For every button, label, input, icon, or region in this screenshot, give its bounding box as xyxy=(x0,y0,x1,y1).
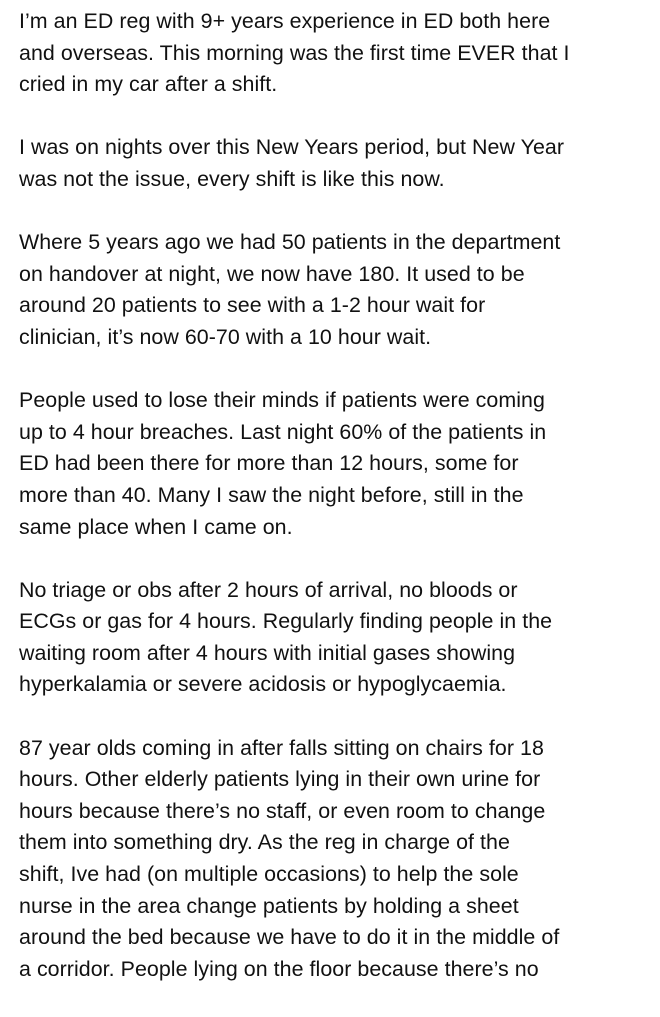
paragraph-6 xyxy=(19,733,655,986)
text-line: I was on nights over this New Years period, but New Year xyxy=(19,135,565,160)
text-line: them into something dry. As the reg in charge of the xyxy=(19,830,510,855)
text-line: No triage or obs after 2 hours of arrival, no bloods or xyxy=(19,577,518,602)
text-line: around the bed because we have to do it in the middle of xyxy=(19,925,560,950)
text-line: ECGs or gas for 4 hours. Regularly finding people in the xyxy=(19,609,553,634)
text-line: ED had been there for more than 12 hours, some for xyxy=(19,451,519,476)
text-line: nurse in the area change patients by holding a sheet xyxy=(19,893,519,918)
text-line: and overseas. This morning was the first time EVER that I xyxy=(19,40,570,65)
text-line: People used to lose their minds if patients were coming xyxy=(19,388,545,413)
text-line: a corridor. People lying on the floor because there’s no xyxy=(19,956,539,981)
paragraph-4 xyxy=(19,385,655,543)
text-line: on handover at night, we now have 180. It used to be xyxy=(19,261,525,286)
text-line: clinician, it’s now 60-70 with a 10 hour wait. xyxy=(19,324,432,349)
text-line: hyperkalamia or severe acidosis or hypoglycaemia. xyxy=(19,672,507,697)
paragraph-3 xyxy=(19,227,655,353)
text-line: hours because there’s no staff, or even room to change xyxy=(19,798,546,823)
paragraph-2 xyxy=(19,132,655,195)
text-line: waiting room after 4 hours with initial gases showing xyxy=(19,640,516,665)
text-line: hours. Other elderly patients lying in their own urine for xyxy=(19,767,541,792)
text-line: cried in my car after a shift. xyxy=(19,72,278,97)
text-line: same place when I came on. xyxy=(19,514,293,539)
post-body xyxy=(19,6,655,1017)
text-line: Where 5 years ago we had 50 patients in the department xyxy=(19,230,561,255)
text-line: was not the issue, every shift is like this now. xyxy=(19,166,445,191)
text-line: around 20 patients to see with a 1-2 hour wait for xyxy=(19,293,486,318)
paragraph-5 xyxy=(19,575,655,701)
text-line: 87 year olds coming in after falls sitting on chairs for 18 xyxy=(19,735,544,760)
text-line: I’m an ED reg with 9+ years experience in ED both here xyxy=(19,9,551,33)
text-line: up to 4 hour breaches. Last night 60% of the patients in xyxy=(19,419,547,444)
text-line: shift, Ive had (on multiple occasions) to help the sole xyxy=(19,862,519,887)
text-line: more than 40. Many I saw the night before, still in the xyxy=(19,482,524,507)
paragraph-1 xyxy=(19,6,655,101)
